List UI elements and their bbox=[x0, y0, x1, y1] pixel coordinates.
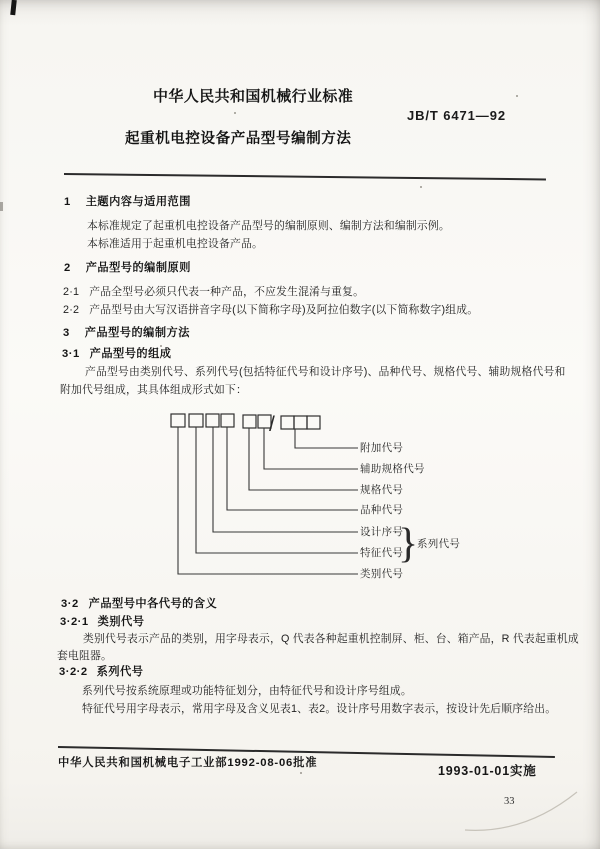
model-code-box bbox=[171, 414, 185, 427]
section-3-2-2-paragraph-1: 系列代号按系统原理或功能特征划分，由特征代号和设计序号组成。 bbox=[82, 685, 412, 697]
slash-separator: / bbox=[269, 413, 275, 436]
section-3-1-title: 产品型号的组成 bbox=[89, 348, 172, 360]
document-title: 起重机电控设备产品型号编制方法 bbox=[125, 131, 352, 147]
section-1-paragraph-1: 本标准规定了起重机电控设备产品型号的编制原则、编制方法和编制示例。 bbox=[87, 220, 450, 232]
model-code-box bbox=[189, 414, 203, 427]
section-3-2-1-number: 3·2·1 bbox=[60, 616, 89, 628]
section-3-2-2-paragraph-2: 特征代号用字母表示，常用字母及含义见表1、表2。设计序号用数字表示，按设计先后顺序给出。 bbox=[82, 703, 557, 715]
model-code-box bbox=[243, 415, 256, 428]
section-3-2-title: 产品型号中各代号的含义 bbox=[88, 598, 218, 610]
standard-org-line: 中华人民共和国机械行业标准 bbox=[153, 88, 354, 105]
label-feature-code: 特征代号 bbox=[360, 547, 404, 559]
model-code-box bbox=[221, 414, 234, 427]
standard-number: JB/T 6471—92 bbox=[407, 108, 506, 123]
section-1-number: 1 bbox=[64, 196, 71, 208]
section-1-title: 主题内容与适用范围 bbox=[85, 196, 191, 208]
label-series-code: 系列代号 bbox=[417, 538, 461, 550]
label-spec-code: 规格代号 bbox=[360, 484, 404, 496]
footer-approval: 中华人民共和国机械电子工业部1992-08-06批准 bbox=[58, 757, 318, 769]
section-3-2-2-title: 系列代号 bbox=[96, 666, 144, 678]
section-3-number: 3 bbox=[63, 327, 70, 339]
connector-additional bbox=[295, 429, 358, 448]
section-3-1-paragraph-2: 附加代号组成，其具体组成形式如下： bbox=[60, 384, 247, 396]
connector-spec bbox=[249, 428, 358, 490]
footer-implementation: 1993-01-01实施 bbox=[438, 764, 537, 778]
section-3-title: 产品型号的编制方法 bbox=[84, 327, 190, 339]
connector-design-serial bbox=[213, 427, 358, 532]
section-2-title: 产品型号的编制原则 bbox=[85, 262, 191, 274]
section-3-2-heading bbox=[61, 598, 217, 611]
section-3-1-number: 3·1 bbox=[62, 348, 80, 360]
label-aux-spec-code: 辅助规格代号 bbox=[360, 463, 425, 475]
clause-2-1-text: 产品全型号必须只代表一种产品，不应发生混淆与重复。 bbox=[89, 286, 365, 298]
model-code-box bbox=[307, 416, 320, 429]
model-code-box bbox=[294, 416, 307, 429]
series-brace: } bbox=[398, 521, 419, 567]
label-variety-code: 品种代号 bbox=[360, 504, 404, 516]
section-3-2-2-number: 3·2·2 bbox=[59, 666, 88, 678]
connector-category bbox=[178, 427, 358, 574]
section-3-2-1-title: 类别代号 bbox=[97, 616, 145, 628]
section-3-1-paragraph-1: 产品型号由类别代号、系列代号(包括特征代号和设计序号)、品种代号、规格代号、辅助规格代号和 bbox=[85, 366, 566, 378]
label-category-code: 类别代号 bbox=[360, 568, 404, 580]
section-3-2-2-heading bbox=[59, 666, 143, 679]
page-number: 33 bbox=[504, 796, 515, 807]
section-3-2-1-paragraph-1: 类别代号表示产品的类别，用字母表示，Q 代表各种起重机控制屏、柜、台、箱产品，R 代表起重机成 bbox=[83, 633, 579, 645]
section-1-paragraph-2: 本标准适用于起重机电控设备产品。 bbox=[87, 238, 263, 250]
model-code-box bbox=[281, 416, 294, 429]
clause-2-2-number: 2·2 bbox=[63, 304, 80, 316]
section-2-number: 2 bbox=[64, 262, 71, 274]
section-3-2-number: 3·2 bbox=[61, 598, 79, 610]
clause-2-1-number: 2·1 bbox=[63, 286, 80, 298]
model-code-box bbox=[206, 414, 219, 427]
label-additional-code: 附加代号 bbox=[360, 442, 404, 454]
section-3-2-1-paragraph-2: 套电阻器。 bbox=[57, 650, 112, 662]
clause-2-2-text: 产品型号由大写汉语拼音字母(以下简称字母)及阿拉伯数字(以下简称数字)组成。 bbox=[89, 304, 479, 316]
section-3-2-1-heading bbox=[60, 616, 144, 629]
label-design-serial: 设计序号 bbox=[360, 526, 404, 538]
